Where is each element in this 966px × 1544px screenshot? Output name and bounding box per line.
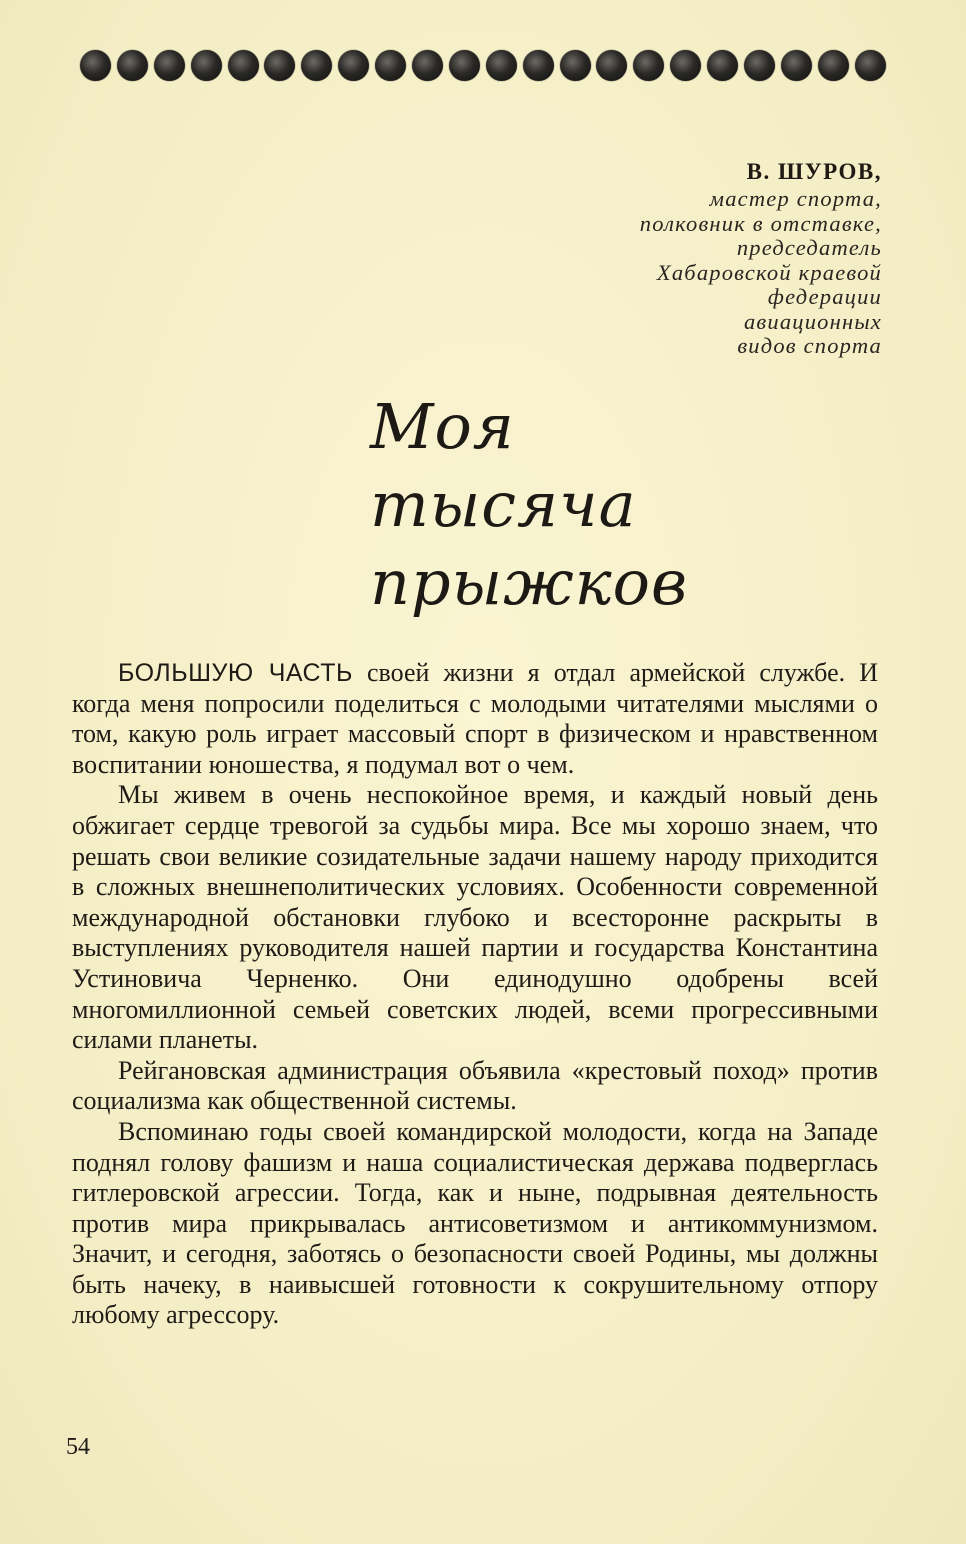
- ornament-dot: [523, 50, 554, 81]
- title-line: тысяча: [370, 468, 637, 541]
- ornament-dot: [596, 50, 627, 81]
- paragraph: [72, 658, 878, 780]
- article-body: [72, 658, 878, 1331]
- paragraph-text: Вспоминаю годы своей командирской молодости, когда на Западе поднял голову фашизм и наша социалистическая держава подверглась гитлеровской агрессии. Тогда, как и ныне, подрывная деятельность против мира прикрывалась антисоветизмом и антикоммунизмом. Значит, и сегодня, заботясь о безопасности своей Родины, мы должны быть начеку, в наивысшей готовности к сокрушительному отпору любому агрессору.: [72, 1116, 878, 1330]
- ornament-dot: [301, 50, 332, 81]
- ornament-dot: [264, 50, 295, 81]
- author-title-line: полковник в отставке,: [639, 210, 882, 236]
- ornament-dot: [412, 50, 443, 81]
- paragraph-text: Мы живем в очень неспокойное время, и каждый новый день обжигает сердце тревогой за судьбы мира. Все мы хорошо знаем, что решать свои великие созидательные задачи нашему народу приходится в сложных внешнеполитических условиях. Особенности современной международной обстановки глубоко и всесторонне раскрыты в выступлениях руководителя нашей партии и государства Константина Устиновича Черненко. Они единодушно одобрены всей многомиллионной семьей советских людей, всеми прогрессивными силами планеты.: [72, 780, 878, 1055]
- ornament-dot: [449, 50, 480, 81]
- paragraph-text: Рейгановская администрация объявила «крестовый поход» против социализма как общественной системы.: [72, 1055, 878, 1116]
- author-title-line: видов спорта: [737, 333, 882, 358]
- ornament-dot: [855, 50, 886, 81]
- paragraph-text: своей жизни я отдал армейской службе. И когда меня попросили поделиться с молодыми читателями мыслями о том, какую роль играет массовый спорт в физическом и нравственном воспитании юношества, я подумал вот о чем.: [72, 658, 878, 779]
- ornament-dot: [117, 50, 148, 81]
- ornament-dot: [670, 50, 701, 81]
- author-title-line: авиационных: [743, 308, 882, 334]
- ornament-dot: [228, 50, 259, 81]
- ornament-dot: [633, 50, 664, 81]
- paragraph: [72, 1117, 878, 1331]
- article-title: [370, 388, 790, 622]
- ornament-dot: [707, 50, 738, 81]
- author-title-line: федерации: [767, 284, 882, 309]
- ornament-dot: [781, 50, 812, 81]
- page-number: 54: [66, 1434, 90, 1460]
- ornament-dot: [80, 50, 111, 81]
- title-line: прыжков: [370, 546, 689, 619]
- ornament-dot: [375, 50, 406, 81]
- author-name: В. ШУРОВ,: [746, 159, 882, 184]
- decorative-dot-row: [80, 48, 886, 82]
- ornament-dot: [560, 50, 591, 81]
- author-title-line: мастер спорта,: [709, 186, 882, 211]
- ornament-dot: [486, 50, 517, 81]
- lead-in: БОЛЬШУЮ ЧАСТЬ: [118, 659, 353, 687]
- ornament-dot: [338, 50, 369, 81]
- author-title-line: председатель: [736, 235, 882, 260]
- paragraph: [72, 780, 878, 1055]
- author-block: [462, 158, 882, 359]
- ornament-dot: [191, 50, 222, 81]
- author-title-line: Хабаровской краевой: [656, 259, 882, 285]
- ornament-dot: [744, 50, 775, 81]
- ornament-dot: [818, 50, 849, 81]
- ornament-dot: [154, 50, 185, 81]
- paragraph: [72, 1056, 878, 1117]
- title-line: Моя: [370, 390, 515, 463]
